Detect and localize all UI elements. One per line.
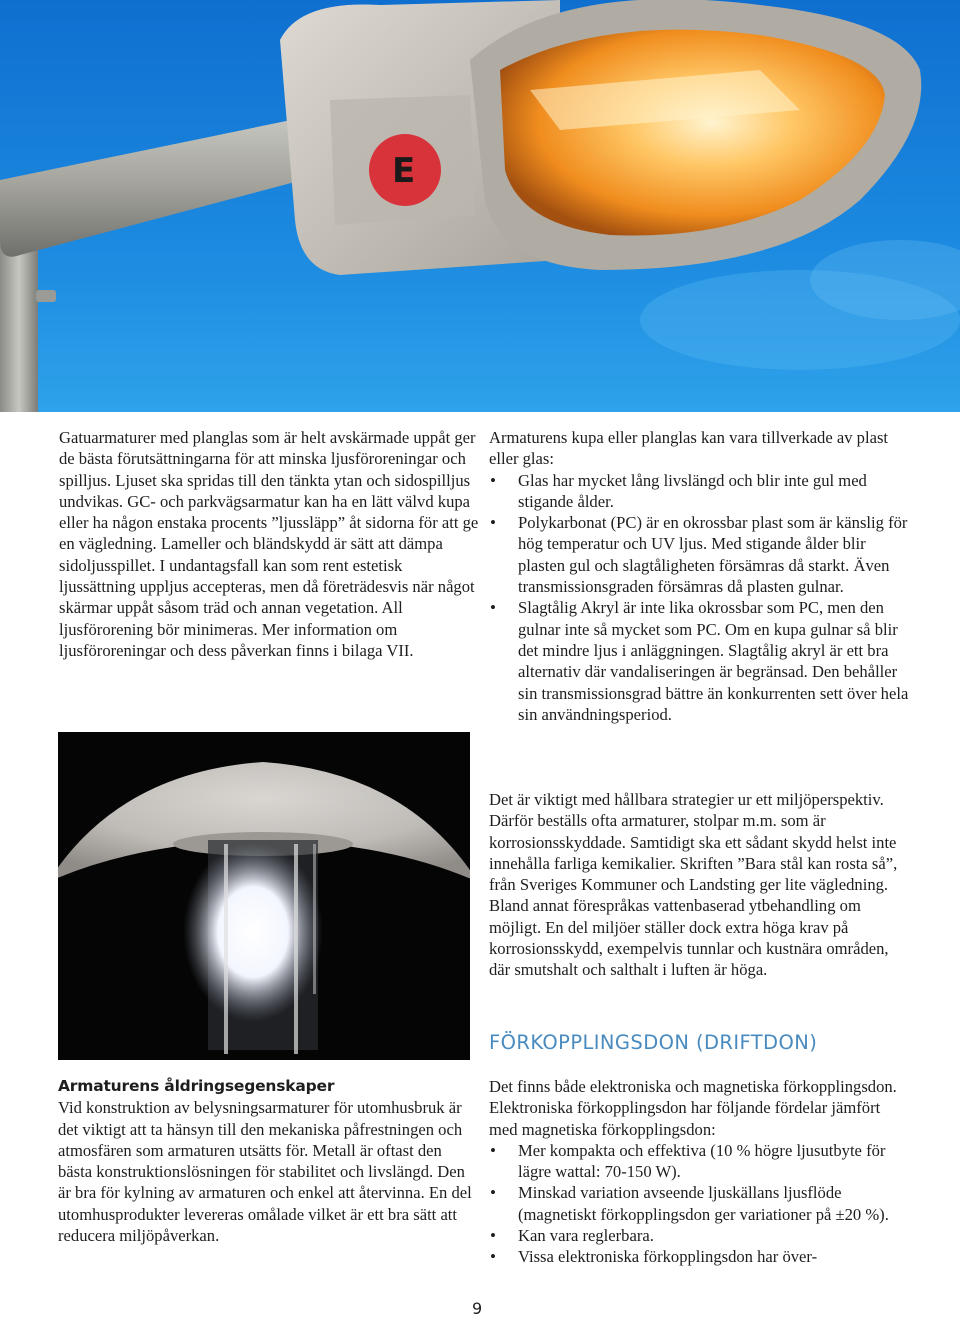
list-item: • Polykarbonat (PC) är en okrossbar plast som är känslig för hög temperatur och UV ljus. Med stigande ålder blir plasten gul och slagtåligheten försämras då starkt. Även transmissionsgraden försämras då plasten gulnar.: [489, 512, 909, 597]
street-lamp-photo: [0, 0, 960, 412]
sustainability-paragraph: [489, 789, 909, 981]
intro-text: Gatuarmaturer med planglas som är helt avskärmade uppåt ger de bästa förutsättningarna för att minska ljusföroreningar och spilljus. Ljuset ska spridas till den tänkta ytan och sidospilljus undvikas. GC- och parkvägsarmatur kan ha en lätt välvd kupa eller ha någon enstaka procents ”ljussläpp” åt sidorna för att ge en vägledning. Lameller och bländskydd är sätt att dämpa sidoljusspillet. I undantagsfall kan som rent estetisk ljussättning uppljus accepteras, men då företrädesvis när något skärmar uppåt såsom träd och annan vegetation. All ljusförorening bör minimeras. Mer information om ljusföroreningar och dess påverkan finns i bilaga VII.: [59, 428, 479, 660]
material-list: [489, 470, 909, 726]
aging-heading: Armaturens åldringsegenskaper: [58, 1077, 335, 1095]
list-item: • Kan vara reglerbara.: [489, 1225, 909, 1246]
aging-text: Vid konstruktion av belysningsarmaturer för utomhusbruk är det viktigt att ta hänsyn till den mekaniska påfrestningen och atmosfären som armaturen utsätts för. Metall är oftast den bästa konstruktionslösningen för stabilitet och livslängd. Den är bra för kylning av armaturen och enkel att återvinna. En del utomhusprodukter levereras omålade vilket är ett bra sätt att reducera miljöpåverkan.: [58, 1098, 472, 1246]
ballast-heading: FÖRKOPPLINGSDON (DRIFTDON): [489, 1031, 818, 1054]
park-lamp-photo: [58, 732, 470, 1060]
ballast-list: [489, 1140, 909, 1268]
list-item: • Vissa elektroniska förkopplingsdon har över-: [489, 1246, 909, 1267]
list-item: • Glas har mycket lång livslängd och blir inte gul med stigande ålder.: [489, 470, 909, 513]
sustainability-text: Det är viktigt med hållbara strategier ur ett miljöperspektiv. Därför beställs ofta armaturer, stolpar m.m. som är korrosionsskyddade. Samtidigt ska ett sådant skydd helst inte innehålla farliga kemikalier. Skriften ”Bara stål kan rosta så”, från Sveriges Kommuner och Landsting ger lite vägledning. Bland annat förespråkas vattenbaserad ytbehandling om möjligt. En del miljöer ställer dock extra höga krav på korrosionsskydd, exempelvis tunnlar och kustnära områden, där smutshalt och salthalt i luften är höga.: [489, 790, 898, 980]
material-section: [489, 427, 909, 725]
list-item: • Mer kompakta och effektiva (10 % högre ljusutbyte för lägre wattal: 70-150 W).: [489, 1140, 909, 1183]
intro-paragraph: [59, 427, 479, 661]
ballast-section: [489, 1076, 909, 1268]
svg-text:E: E: [392, 151, 416, 191]
page-number: 9: [472, 1299, 483, 1318]
material-intro: Armaturens kupa eller planglas kan vara tillverkade av plast eller glas:: [489, 428, 889, 469]
ballast-intro: Det finns både elektroniska och magnetiska förkopplingsdon. Elektroniska förkopplingsdon har följande fördelar jämfört med magnetiska förkopplingsdon:: [489, 1077, 897, 1139]
list-item: • Minskad variation avseende ljuskällans ljusflöde (magnetiskt förkopplingsdon ger variationer på ±20 %).: [489, 1182, 909, 1225]
list-item: • Slagtålig Akryl är inte lika okrossbar som PC, men den gulnar inte så mycket som PC. Om en kupa gulnar så blir det mindre ljus i anläggningen. Slagtålig akryl är ett bra alternativ där vandaliseringen är begränsad. Den behåller sin transmissionsgrad bättre än konkurrenten sett över hela sin användningsperiod.: [489, 597, 909, 725]
aging-section: [58, 1076, 478, 1246]
